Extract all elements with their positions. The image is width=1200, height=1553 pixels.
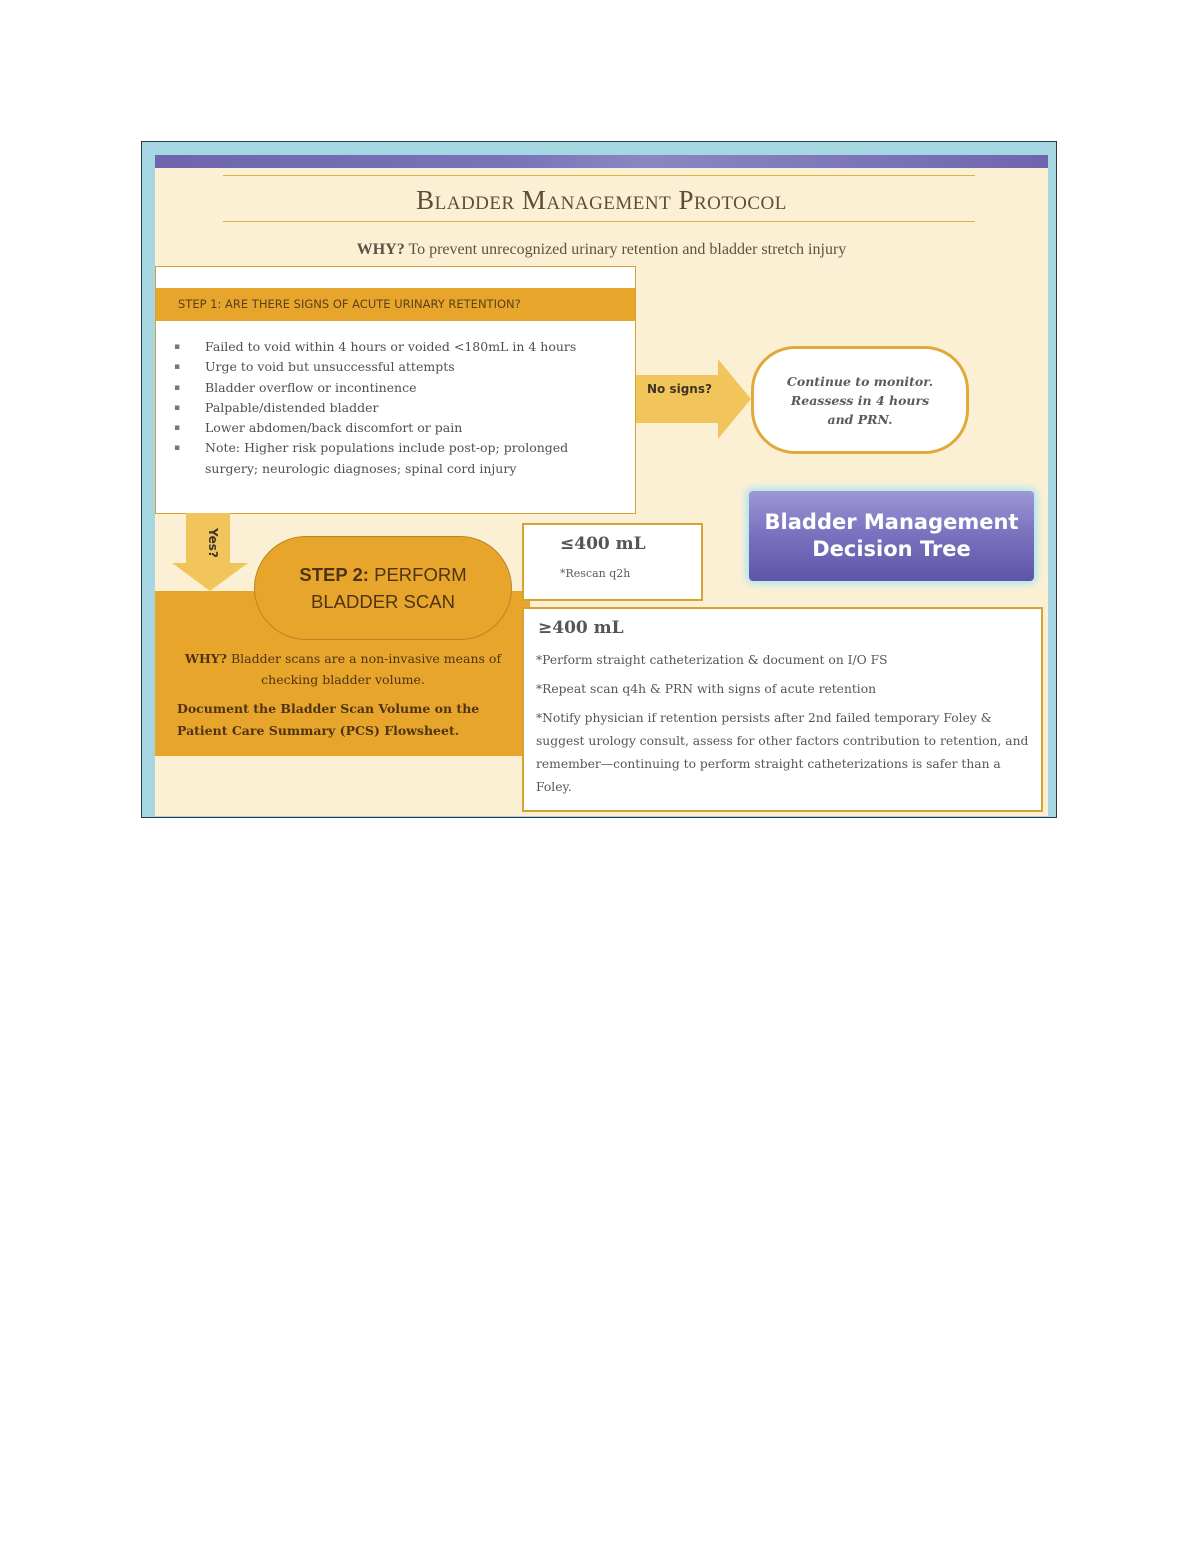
step2-document-note: Document the Bladder Scan Volume on the Patient Care Summary (PCS) Flowsheet. xyxy=(177,701,480,738)
decision-tree-badge xyxy=(749,491,1034,581)
protocol-figure xyxy=(141,141,1057,818)
yes-label: Yes? xyxy=(206,528,220,558)
ge400-heading: ≥400 mL xyxy=(538,618,624,638)
le400-action: *Rescan q2h xyxy=(560,567,631,580)
badge-line-2: Decision Tree xyxy=(812,537,971,561)
step2-title-rest: PERFORM xyxy=(374,564,467,585)
list-item: ▪ Bladder overflow or incontinence xyxy=(174,378,624,398)
right-arrow-icon xyxy=(636,359,751,439)
page-title: Bladder Management Protocol xyxy=(416,185,787,215)
step1-signs-list xyxy=(174,337,624,479)
list-item: ▪ Urge to void but unsuccessful attempts xyxy=(174,357,624,377)
step1-header: STEP 1: ARE THERE SIGNS OF ACUTE URINARY RETENTION? xyxy=(156,288,635,321)
le400-heading: ≤400 mL xyxy=(560,534,646,554)
ge400-action: *Repeat scan q4h & PRN with signs of acute retention xyxy=(536,682,877,696)
subtitle-text: To prevent unrecognized urinary retention and bladder stretch injury xyxy=(408,241,847,258)
step1-box xyxy=(155,266,636,514)
ge400-box xyxy=(522,607,1043,812)
subtitle-why: WHY? xyxy=(356,241,405,258)
step2-title xyxy=(254,536,512,640)
no-signs-label: No signs? xyxy=(647,382,712,396)
step2-why-bold: WHY? xyxy=(184,651,228,666)
page-subtitle xyxy=(155,241,1048,259)
step2-title-bold: STEP 2: xyxy=(299,564,369,585)
protocol-slide xyxy=(155,155,1048,816)
ge400-action: *Notify physician if retention persists after 2nd failed temporary Foley & suggest urology consult, assess for other factors contribution to retention, and remember—continuing to perform straight catheterizations is safer than a Foley. xyxy=(536,711,1029,794)
continue-monitor-box xyxy=(751,346,969,454)
top-accent-bar xyxy=(155,155,1048,168)
badge-line-1: Bladder Management xyxy=(764,510,1019,534)
continue-monitor-text: Continue to monitor. Reassess in 4 hours and PRN. xyxy=(786,373,934,427)
list-item: ▪ Note: Higher risk populations include post-op; prolonged surgery; neurologic diagnoses; spinal cord injury xyxy=(174,438,624,479)
list-item: ▪ Failed to void within 4 hours or voided <180mL in 4 hours xyxy=(174,337,624,357)
step2-why-text: Bladder scans are a non-invasive means of checking bladder volume. xyxy=(231,651,502,687)
step2-why xyxy=(173,648,513,690)
le400-box xyxy=(522,523,703,601)
title-rule-bottom xyxy=(223,221,975,222)
step2-title-line-1 xyxy=(299,561,466,588)
ge400-action: *Perform straight catheterization & document on I/O FS xyxy=(536,653,888,667)
step2-title-line-2: BLADDER SCAN xyxy=(311,591,455,612)
list-item: ▪ Palpable/distended bladder xyxy=(174,398,624,418)
list-item: ▪ Lower abdomen/back discomfort or pain xyxy=(174,418,624,438)
title-rule-top xyxy=(223,175,975,176)
